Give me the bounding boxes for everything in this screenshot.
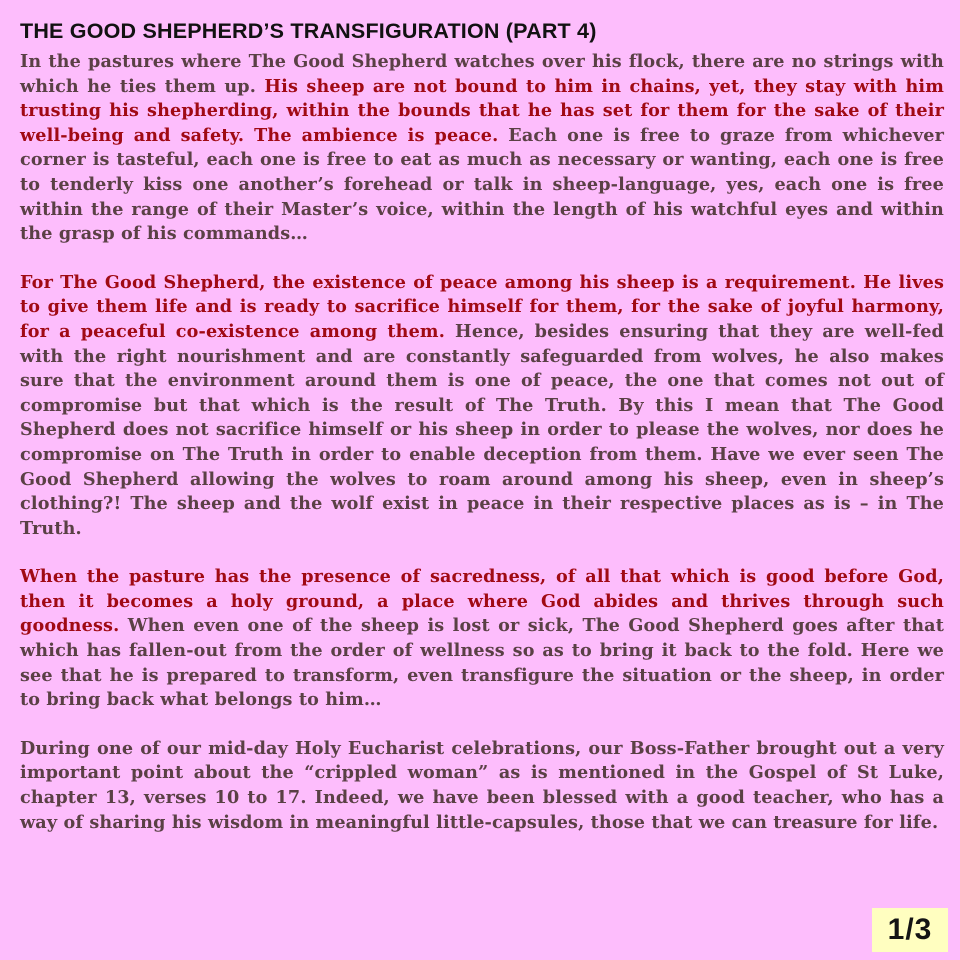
paragraph-1-text: In the pastures where The Good Shepherd watches over his flock, there are no strings with which he ties them up. — [20, 51, 944, 97]
page-indicator-badge: 1/3 — [872, 908, 948, 952]
paragraph-3-highlight: When the pasture has the presence of sacredness, of all that which is good before God, then it becomes a holy ground, a place where God abides and thrives through such goodness. — [20, 566, 944, 637]
paragraph-3 — [20, 565, 944, 713]
article-title: THE GOOD SHEPHERD’S TRANSFIGURATION (PART 4) — [20, 19, 597, 43]
paragraph-1-highlight: His sheep are not bound to him in chains, yet, they stay with him trusting his shepherding, within the bounds that he has set for them for the sake of their well-being and safety. The ambience is peace. — [20, 75, 945, 146]
paragraph-1-continuation: Each one is free to graze from whichever corner is tasteful, each one is free to eat as much as necessary or wanting, each one is free to tenderly kiss one another’s forehead or talk in sheep-language, yes, each one is free within the range of their Master’s voice, within the length of his watchful eyes and within the grasp of his commands… — [20, 124, 944, 245]
paragraph-2-text: Hence, besides ensuring that they are well-fed with the right nourishment and are constantly safeguarded from wolves, he also makes sure that the environment around them is one of peace, the one that comes not out of compromise but that which is the result of The Truth. By this I mean that The Good Shepherd does not sacrifice himself or his sheep in order to please the wolves, nor does he compromise on The Truth in order to enable deception from them. Have we ever seen The Good Shepherd allowing the wolves to roam around among his sheep, even in sheep’s clothing?! The sheep and the wolf exist in peace in their respective places as is – in The Truth. — [20, 320, 945, 539]
paragraph-4 — [20, 737, 944, 835]
paragraph-1 — [20, 50, 944, 247]
paragraph-2-highlight: For The Good Shepherd, the existence of peace among his sheep is a requirement. He lives to give them life and is ready to sacrifice himself for them, for the sake of joyful harmony, for a peaceful co-existence among them. — [20, 271, 944, 342]
article — [20, 16, 944, 835]
paragraph-2 — [20, 271, 944, 542]
paragraph-4-text: During one of our mid-day Holy Eucharist celebrations, our Boss-Father brought out a very important point about the “crippled woman” as is mentioned in the Gospel of St Luke, chapter 13, verses 10 to 17. Indeed, we have been blessed with a good teacher, who has a way of sharing his wisdom in meaningful little-capsules, those that we can treasure for life. — [20, 737, 944, 833]
paragraph-3-text: When even one of the sheep is lost or sick, The Good Shepherd goes after that which has fallen-out from the order of wellness so as to bring it back to the fold. Here we see that he is prepared to transform, even transfigure the situation or the sheep, in order to bring back what belongs to him… — [20, 615, 944, 711]
